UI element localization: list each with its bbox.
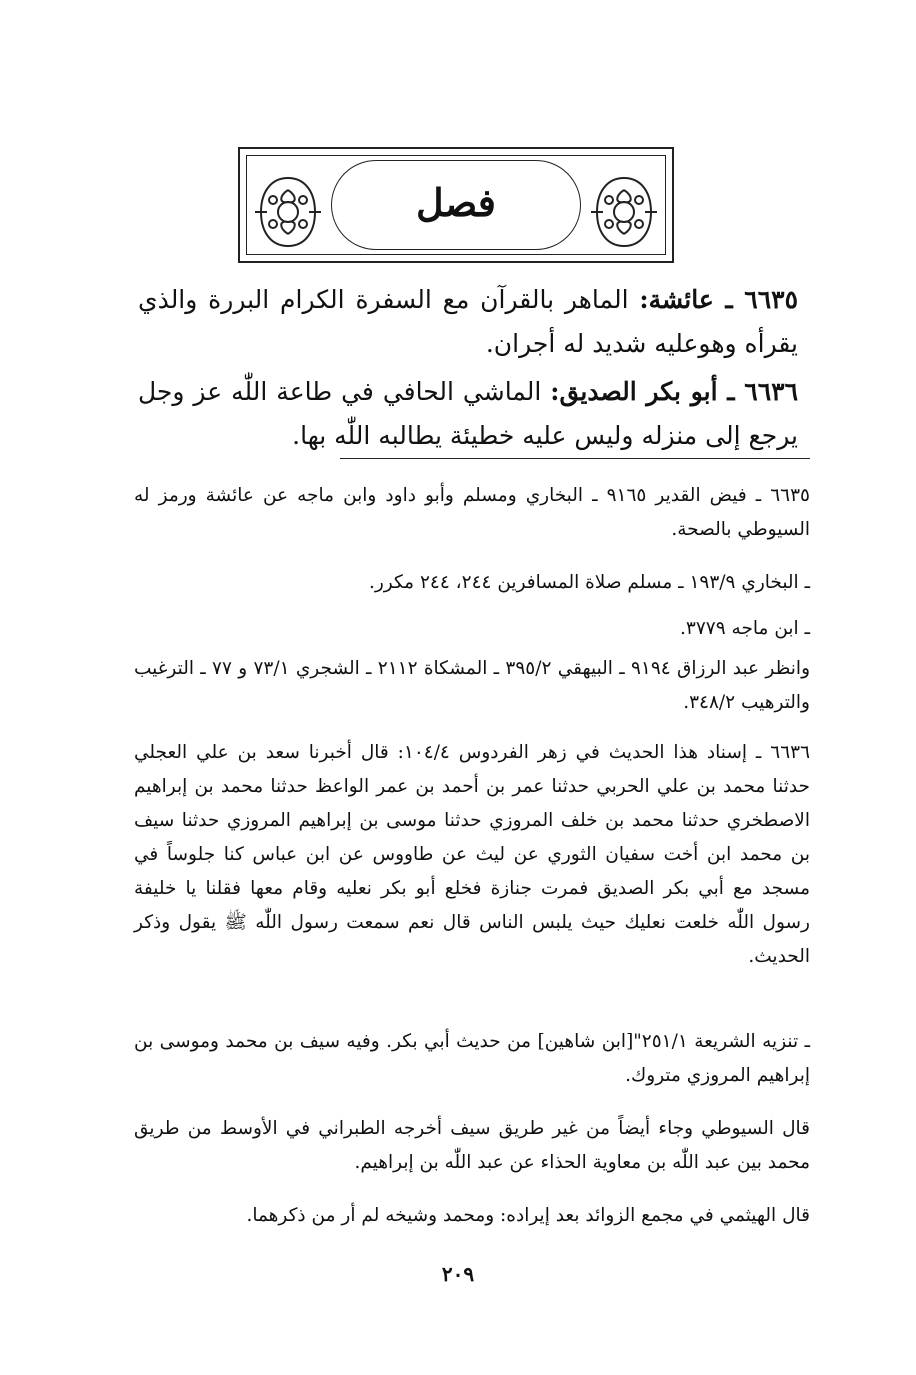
hadith-entry	[138, 370, 798, 458]
page-number: ٢٠٩	[441, 1262, 475, 1286]
header-inner-border	[246, 155, 666, 255]
footnote: ـ البخاري ١٩٣/٩ ـ مسلم صلاة المسافرين ٢٤٤، ٢٤٤ مكرر.	[368, 572, 810, 593]
footnote: وانظر عبد الرزاق ٩١٩٤ ـ البيهقي ٣٩٥/٢ ـ المشكاة ٢١١٢ ـ الشجري ٧٣/١ و ٧٧ ـ الترغيب والترهيب ٣٤٨/٢.	[134, 658, 811, 713]
footnote: ٦٦٣٥ ـ فيض القدير ٩١٦٥ ـ البخاري ومسلم وأبو داود وابن ماجه عن عائشة ورمز له السيوطي بالصحة.	[134, 485, 810, 540]
hadith-entry	[138, 278, 798, 366]
entry-text: الماشي الحافي في طاعة اللّٰه عز وجل يرجع إلى منزله وليس عليه خطيئة يطالبه اللّٰه بها.	[138, 377, 798, 450]
entry-number-narrator: ٦٦٣٦ ـ أبو بكر الصديق:	[550, 377, 798, 406]
footnote: قال السيوطي وجاء أيضاً من غير طريق سيف أخرجه الطبراني في الأوسط من طريق محمد بين عبد اللّٰه بن معاوية الحذاء عن عبد اللّٰه بن إبراهيم.	[134, 1118, 810, 1173]
arabesque-ornament-icon	[587, 170, 661, 254]
footnote: ٦٦٣٦ ـ إسناد هذا الحديث في زهر الفردوس ١٠٤/٤: قال أخبرنا سعد بن علي العجلي حدثنا محمد بن علي الحربي حدثنا عمر بن أحمد بن عمر الواعظ حدثنا محمد بن إبراهيم الاصطخري حدثنا محمد بن خلف المروزي حدثنا موسى بن إبراهيم المروزي حدثنا سيف بن محمد ابن أخت سفيان الثوري عن ليث عن طاووس عن ابن عباس كنا جلوساً في مسجد مع أبي بكر الصديق فمرت جنازة فخلع أبو بكر نعليه وقام معها فقلنا يا خليفة رسول اللّٰه خلعت نعليك حيث يلبس الناس قال نعم سمعت رسول اللّٰه ﷺ يقول وذكر الحديث.	[134, 742, 811, 967]
chapter-header-frame	[238, 147, 674, 263]
footnote: ـ تنزيه الشريعة ٢٥١/١"[ابن شاهين] من حديث أبي بكر. وفيه سيف بن محمد وموسى بن إبراهيم المروزي متروك.	[134, 1031, 810, 1086]
footnote: قال الهيثمي في مجمع الزوائد بعد إيراده: ومحمد وشيخه لم أر من ذكرهما.	[246, 1205, 810, 1226]
chapter-title: فصل	[416, 180, 496, 225]
footnote: ـ ابن ماجه ٣٧٧٩.	[680, 618, 810, 639]
footnote-separator	[340, 458, 810, 459]
entry-number-narrator: ٦٦٣٥ ـ عائشة:	[639, 285, 798, 314]
entry-text: الماهر بالقرآن مع السفرة الكرام البررة والذي يقرأه وهوعليه شديد له أجران.	[138, 285, 798, 358]
